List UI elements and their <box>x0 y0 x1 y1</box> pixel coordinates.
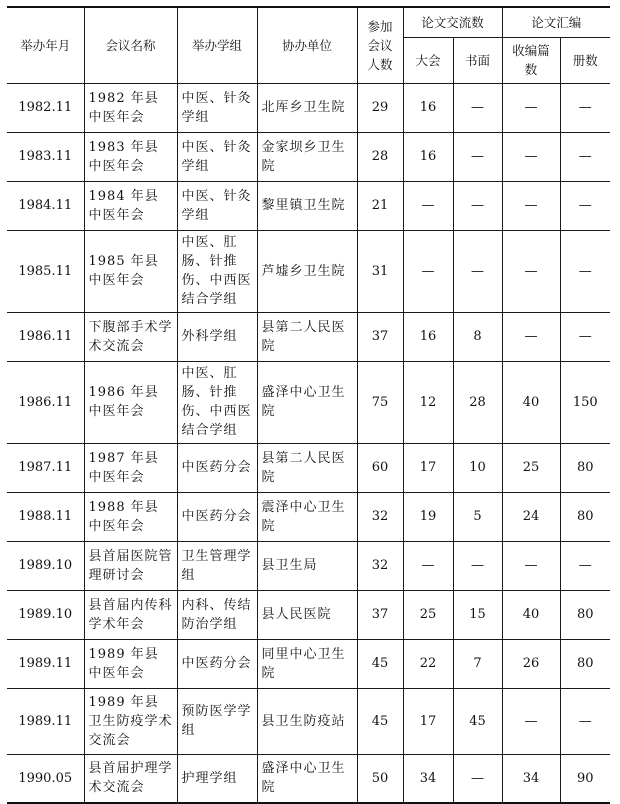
header-date: 举办年月 <box>7 7 84 83</box>
table-row <box>7 590 610 639</box>
cell-plenary: 16 <box>403 312 453 361</box>
cell-papers: — <box>502 230 560 312</box>
table-row <box>7 83 610 132</box>
cell-written: 8 <box>453 312 502 361</box>
cell-co: 盛泽中心卫生院 <box>257 754 357 803</box>
cell-papers: 26 <box>502 639 560 688</box>
cell-attend: 60 <box>357 443 403 492</box>
cell-plenary: 12 <box>403 361 453 443</box>
cell-papers: 40 <box>502 590 560 639</box>
cell-written: — <box>453 132 502 181</box>
cell-group: 中医药分会 <box>177 443 257 492</box>
table-row <box>7 230 610 312</box>
cell-co: 黎里镇卫生院 <box>257 181 357 230</box>
header-co: 协办单位 <box>257 7 357 83</box>
table-row <box>7 754 610 803</box>
cell-copies: 80 <box>560 590 610 639</box>
cell-written: — <box>453 541 502 590</box>
cell-date: 1988.11 <box>7 492 84 541</box>
cell-name: 1986 年县中医年会 <box>84 361 177 443</box>
cell-written: 45 <box>453 688 502 754</box>
cell-attend: 45 <box>357 688 403 754</box>
cell-group: 中医药分会 <box>177 639 257 688</box>
cell-date: 1986.11 <box>7 361 84 443</box>
header-name: 会议名称 <box>84 7 177 83</box>
conference-table <box>7 6 610 804</box>
header-plenary: 大会 <box>403 37 453 83</box>
table-row <box>7 361 610 443</box>
cell-plenary: 17 <box>403 443 453 492</box>
cell-date: 1983.11 <box>7 132 84 181</box>
cell-date: 1989.11 <box>7 639 84 688</box>
cell-co: 县人民医院 <box>257 590 357 639</box>
cell-co: 北厍乡卫生院 <box>257 83 357 132</box>
cell-attend: 28 <box>357 132 403 181</box>
table-row <box>7 181 610 230</box>
cell-copies: — <box>560 181 610 230</box>
cell-papers: — <box>502 541 560 590</box>
cell-written: 10 <box>453 443 502 492</box>
cell-attend: 32 <box>357 492 403 541</box>
cell-papers: — <box>502 312 560 361</box>
cell-attend: 21 <box>357 181 403 230</box>
cell-name: 1985 年县中医年会 <box>84 230 177 312</box>
cell-group: 护理学组 <box>177 754 257 803</box>
cell-written: — <box>453 230 502 312</box>
cell-copies: 150 <box>560 361 610 443</box>
header-papers: 收编篇数 <box>502 37 560 83</box>
cell-co: 县卫生局 <box>257 541 357 590</box>
cell-copies: 80 <box>560 492 610 541</box>
cell-copies: — <box>560 688 610 754</box>
cell-group: 卫生管理学组 <box>177 541 257 590</box>
table-row <box>7 132 610 181</box>
header-group: 举办学组 <box>177 7 257 83</box>
cell-papers: — <box>502 132 560 181</box>
cell-attend: 37 <box>357 590 403 639</box>
cell-copies: — <box>560 83 610 132</box>
cell-co: 县卫生防疫站 <box>257 688 357 754</box>
header-attend: 参加会议人数 <box>357 7 403 83</box>
cell-papers: 40 <box>502 361 560 443</box>
cell-date: 1989.10 <box>7 541 84 590</box>
cell-attend: 50 <box>357 754 403 803</box>
cell-date: 1989.10 <box>7 590 84 639</box>
cell-papers: 34 <box>502 754 560 803</box>
cell-group: 外科学组 <box>177 312 257 361</box>
cell-copies: — <box>560 230 610 312</box>
cell-co: 县第二人民医院 <box>257 312 357 361</box>
cell-attend: 45 <box>357 639 403 688</box>
cell-papers: — <box>502 83 560 132</box>
cell-attend: 75 <box>357 361 403 443</box>
cell-group: 中医、针灸学组 <box>177 181 257 230</box>
cell-attend: 32 <box>357 541 403 590</box>
cell-name: 1989 年县卫生防疫学术交流会 <box>84 688 177 754</box>
cell-plenary: 22 <box>403 639 453 688</box>
header-compile: 论文汇编 <box>502 7 610 37</box>
cell-group: 中医、针灸学组 <box>177 83 257 132</box>
cell-name: 1989 年县中医年会 <box>84 639 177 688</box>
cell-copies: — <box>560 312 610 361</box>
cell-co: 同里中心卫生院 <box>257 639 357 688</box>
cell-plenary: 34 <box>403 754 453 803</box>
cell-name: 1987 年县中医年会 <box>84 443 177 492</box>
cell-copies: 90 <box>560 754 610 803</box>
cell-group: 预防医学学组 <box>177 688 257 754</box>
cell-group: 中医、肛肠、针推伤、中西医结合学组 <box>177 361 257 443</box>
cell-plenary: 19 <box>403 492 453 541</box>
cell-name: 1984 年县中医年会 <box>84 181 177 230</box>
cell-date: 1990.05 <box>7 754 84 803</box>
cell-copies: — <box>560 541 610 590</box>
cell-date: 1982.11 <box>7 83 84 132</box>
cell-written: — <box>453 754 502 803</box>
cell-attend: 29 <box>357 83 403 132</box>
table-row <box>7 443 610 492</box>
table-row <box>7 688 610 754</box>
cell-written: 28 <box>453 361 502 443</box>
cell-co: 盛泽中心卫生院 <box>257 361 357 443</box>
cell-date: 1989.11 <box>7 688 84 754</box>
cell-date: 1987.11 <box>7 443 84 492</box>
cell-date: 1984.11 <box>7 181 84 230</box>
cell-plenary: 25 <box>403 590 453 639</box>
table-row <box>7 492 610 541</box>
cell-written: 7 <box>453 639 502 688</box>
cell-written: 5 <box>453 492 502 541</box>
table-row <box>7 541 610 590</box>
cell-written: 15 <box>453 590 502 639</box>
header-copies: 册数 <box>560 37 610 83</box>
cell-co: 县第二人民医院 <box>257 443 357 492</box>
cell-copies: 80 <box>560 443 610 492</box>
cell-date: 1986.11 <box>7 312 84 361</box>
cell-group: 内科、传结防治学组 <box>177 590 257 639</box>
cell-name: 1983 年县中医年会 <box>84 132 177 181</box>
cell-plenary: — <box>403 541 453 590</box>
cell-papers: — <box>502 181 560 230</box>
cell-copies: 80 <box>560 639 610 688</box>
cell-date: 1985.11 <box>7 230 84 312</box>
cell-plenary: 16 <box>403 132 453 181</box>
cell-group: 中医、肛肠、针推伤、中西医结合学组 <box>177 230 257 312</box>
header-exchange: 论文交流数 <box>403 7 502 37</box>
cell-attend: 37 <box>357 312 403 361</box>
cell-written: — <box>453 181 502 230</box>
cell-papers: — <box>502 688 560 754</box>
cell-plenary: — <box>403 230 453 312</box>
cell-group: 中医、针灸学组 <box>177 132 257 181</box>
cell-name: 1988 年县中医年会 <box>84 492 177 541</box>
cell-co: 金家坝乡卫生院 <box>257 132 357 181</box>
cell-written: — <box>453 83 502 132</box>
cell-co: 震泽中心卫生院 <box>257 492 357 541</box>
cell-papers: 24 <box>502 492 560 541</box>
cell-name: 1982 年县中医年会 <box>84 83 177 132</box>
cell-plenary: 16 <box>403 83 453 132</box>
cell-name: 县首届医院管理研讨会 <box>84 541 177 590</box>
cell-name: 县首届护理学术交流会 <box>84 754 177 803</box>
table-row <box>7 312 610 361</box>
header-written: 书面 <box>453 37 502 83</box>
cell-group: 中医药分会 <box>177 492 257 541</box>
cell-copies: — <box>560 132 610 181</box>
cell-attend: 31 <box>357 230 403 312</box>
cell-name: 下腹部手术学术交流会 <box>84 312 177 361</box>
cell-plenary: — <box>403 181 453 230</box>
cell-co: 芦墟乡卫生院 <box>257 230 357 312</box>
cell-name: 县首届内传科学术年会 <box>84 590 177 639</box>
cell-papers: 25 <box>502 443 560 492</box>
table-row <box>7 639 610 688</box>
cell-plenary: 17 <box>403 688 453 754</box>
